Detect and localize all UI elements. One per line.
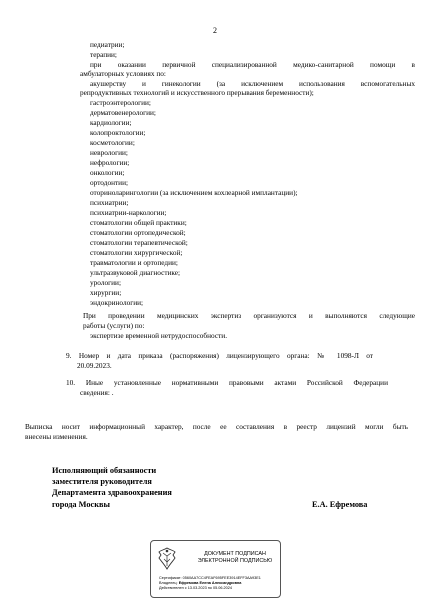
list-item: эндокринологии; [90,298,144,307]
other-info-value: сведения: . [80,388,114,397]
list-item: ортодонтии; [90,178,129,187]
list-item: экспертизе временной нетрудоспособности. [90,331,228,340]
list-item: стоматологии терапевтической; [90,238,188,247]
list-item: При проведении медицинских экспертиз организуются и выполняются следующие [83,311,415,320]
disclaimer-note-end: внесены изменения. [25,432,88,441]
list-item: онкологии; [90,168,125,177]
list-item: стоматологии ортопедической; [90,228,186,237]
certificate-id: Сертификат: 0560AA7CC4FEAF695FEE3914EFF3AA93E1 [159,576,261,580]
other-info-item: 10. Иные установленные нормативными правовыми актами Российской Федерации [66,378,388,387]
list-item: оториноларингологии (за исключением кохлеарной имплантации); [90,188,298,197]
stamp-title: ДОКУМЕНТ ПОДПИСАН ЭЛЕКТРОННОЙ ПОДПИСЬЮ [197,551,273,564]
list-item: психиатрии-наркологии; [90,208,167,217]
signatory-position: Исполняющий обязанности [52,466,157,475]
list-item: травматологии и ортопедии; [90,258,178,267]
coat-of-arms-icon [156,546,178,571]
list-item: нефрологии; [90,158,130,167]
list-item: терапии; [90,50,117,59]
list-item: стоматологии хирургической; [90,248,183,257]
list-item: урологии; [90,278,121,287]
list-item: колопроктологии; [90,128,146,137]
list-item: работы (услуги) по: [83,321,145,330]
signatory-position: заместителя руководителя [52,477,152,486]
electronic-signature-stamp [150,540,281,598]
list-item: амбулаторных условиях по: [80,69,166,78]
list-item: кардиологии; [90,118,132,127]
list-item: косметологии; [90,138,135,147]
list-item: при оказании первичной специализированной медико-санитарной помощи в [90,60,415,69]
list-item: стоматологии общей практики; [90,218,187,227]
order-number-item: 9. Номер и дата приказа (распоряжения) лицензирующего органа: № 1098-Л от [66,351,373,360]
signatory-department: Департамента здравоохранения [52,488,172,497]
list-item: педиатрии; [90,40,125,49]
disclaimer-note: Выписка носит информационный характер, после ее составления в реестр лицензий могли быть [25,422,408,431]
list-item: ультразвуковой диагностике; [90,268,181,277]
list-item: акушерству и гинекологии (за исключением использования вспомогательных [90,79,415,88]
page-number: 2 [213,26,217,35]
list-item: психиатрии; [90,198,129,207]
list-item: дерматовенерологии; [90,108,156,117]
order-date: 20.09.2023. [77,361,112,370]
signatory-city: города Москвы [52,500,110,509]
list-item: неврологии; [90,148,128,157]
signatory-name: Е.А. Ефремова [312,500,368,509]
list-item: репродуктивных технологий и искусственного прерывания беременности); [80,88,314,97]
certificate-validity: Действителен с 13.03.2023 по 05.06.2024 [159,586,232,590]
certificate-owner: Владелец: Ефремова Елена Александровна [159,581,242,585]
list-item: хирургии; [90,288,122,297]
list-item: гастроэнтерологии; [90,98,151,107]
